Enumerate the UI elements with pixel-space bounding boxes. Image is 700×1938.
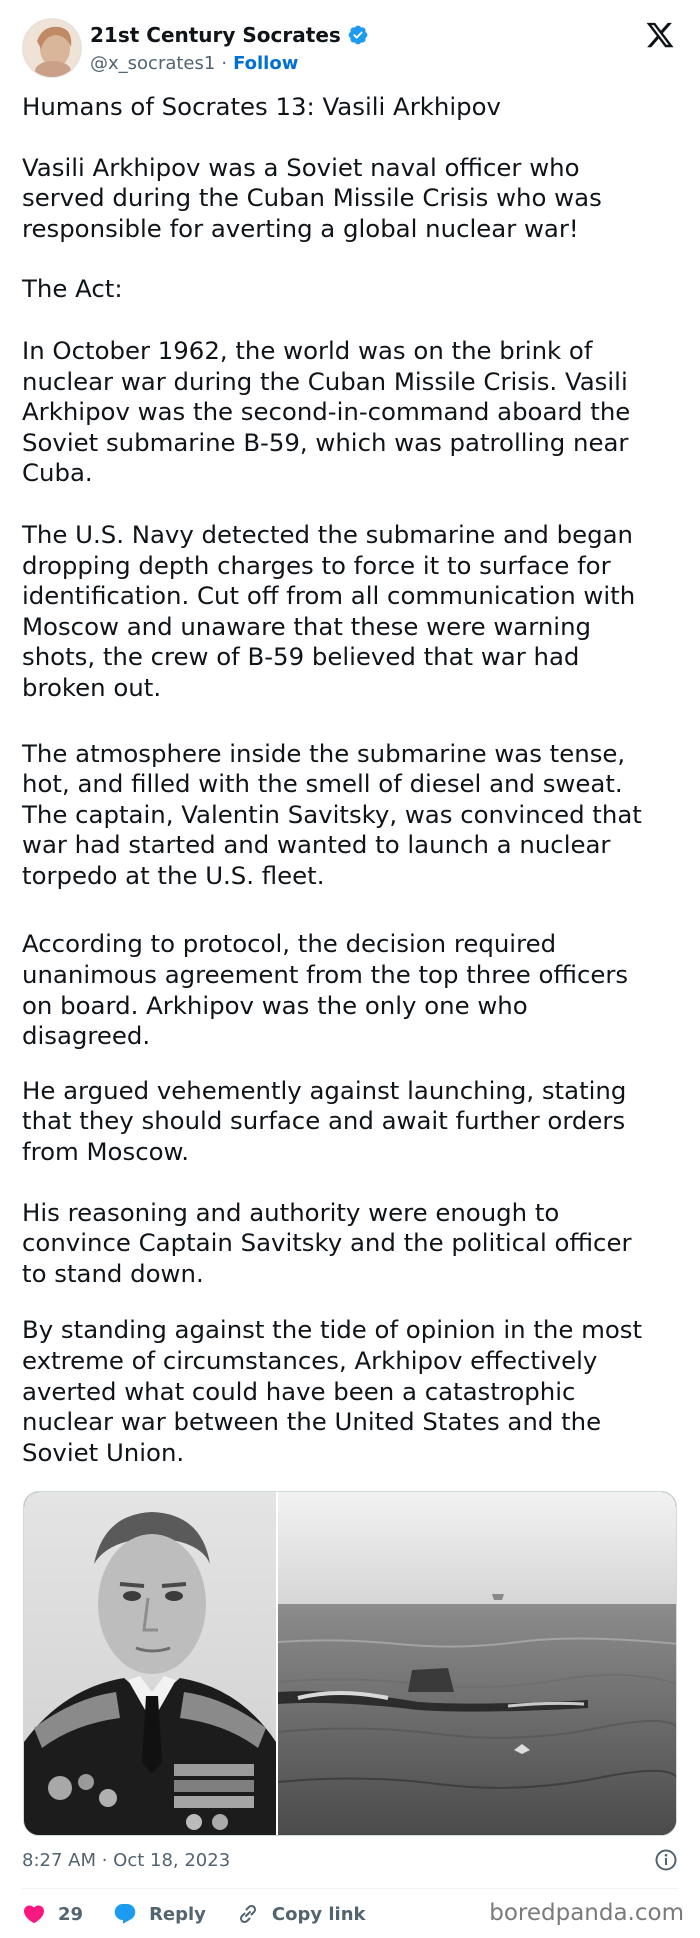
separator-dot: · xyxy=(221,52,228,74)
author-avatar[interactable] xyxy=(22,18,82,78)
post-meta xyxy=(22,1846,678,1874)
copy-link-label: Copy link xyxy=(271,1903,366,1925)
post-text xyxy=(22,92,678,1468)
post-paragraph: Vasili Arkhipov was a Soviet naval officer who served during the Cuban Missile Crisis who was responsible for averting a global nuclear war! xyxy=(22,152,602,243)
like-count: 29 xyxy=(58,1903,84,1925)
source-watermark: boredpanda.com xyxy=(489,1900,684,1926)
divider xyxy=(22,1888,678,1889)
post-header xyxy=(22,18,678,80)
post-paragraph: He argued vehemently against launching, stating that they should surface and await further orders from Moscow. xyxy=(22,1075,627,1167)
post-paragraph: The atmosphere inside the submarine was tense, hot, and filled with the smell of diesel and sweat. The captain, Valentin Savitsky, was convinced that war had started and wanted to launch a nuclear torpedo at the U.S. fleet. xyxy=(22,738,642,890)
officer-portrait-photo[interactable] xyxy=(24,1492,276,1836)
post-paragraph: The U.S. Navy detected the submarine and began dropping depth charges to force it to surface for identification. Cut off from all communication with Moscow and unaware that these were warning shots, the crew of B-59 believed that war had broken out. xyxy=(22,519,636,702)
post-timestamp[interactable]: 8:27 AM · Oct 18, 2023 xyxy=(22,1849,231,1871)
author-display-name[interactable]: 21st Century Socrates xyxy=(90,23,341,47)
author-handle[interactable]: @x_socrates1 xyxy=(90,52,216,74)
reply-button[interactable] xyxy=(113,1902,206,1926)
post-paragraph: His reasoning and authority were enough to convince Captain Savitsky and the political officer to stand down. xyxy=(22,1197,632,1288)
reply-bubble-icon xyxy=(113,1902,137,1926)
submarine-photo[interactable] xyxy=(278,1492,677,1836)
reply-label: Reply xyxy=(149,1903,206,1925)
post-paragraph: By standing against the tide of opinion in the most extreme of circumstances, Arkhipov effectively averted what could have been a catastrophic nuclear war between the United States and the Soviet Union. xyxy=(22,1315,643,1467)
post-paragraph: Humans of Socrates 13: Vasili Arkhipov xyxy=(22,92,501,121)
post-paragraph: In October 1962, the world was on the brink of nuclear war during the Cuban Missile Crisis. Vasili Arkhipov was the second-in-command aboard the Soviet submarine B-59, which was patrolling near Cuba. xyxy=(22,335,631,488)
post-paragraph: The Act: xyxy=(22,274,123,304)
post-media[interactable] xyxy=(23,1491,677,1836)
action-bar xyxy=(22,1896,396,1932)
verified-badge-icon xyxy=(347,24,369,46)
copy-link-button[interactable] xyxy=(236,1902,366,1926)
heart-icon xyxy=(22,1902,46,1926)
post-paragraph: According to protocol, the decision required unanimous agreement from the top three officers on board. Arkhipov was the only one who disagreed. xyxy=(22,929,629,1051)
like-button[interactable] xyxy=(22,1902,83,1926)
info-icon[interactable] xyxy=(654,1848,678,1872)
follow-button[interactable]: Follow xyxy=(233,52,299,74)
link-icon xyxy=(236,1902,260,1926)
x-logo-icon[interactable] xyxy=(644,20,676,50)
